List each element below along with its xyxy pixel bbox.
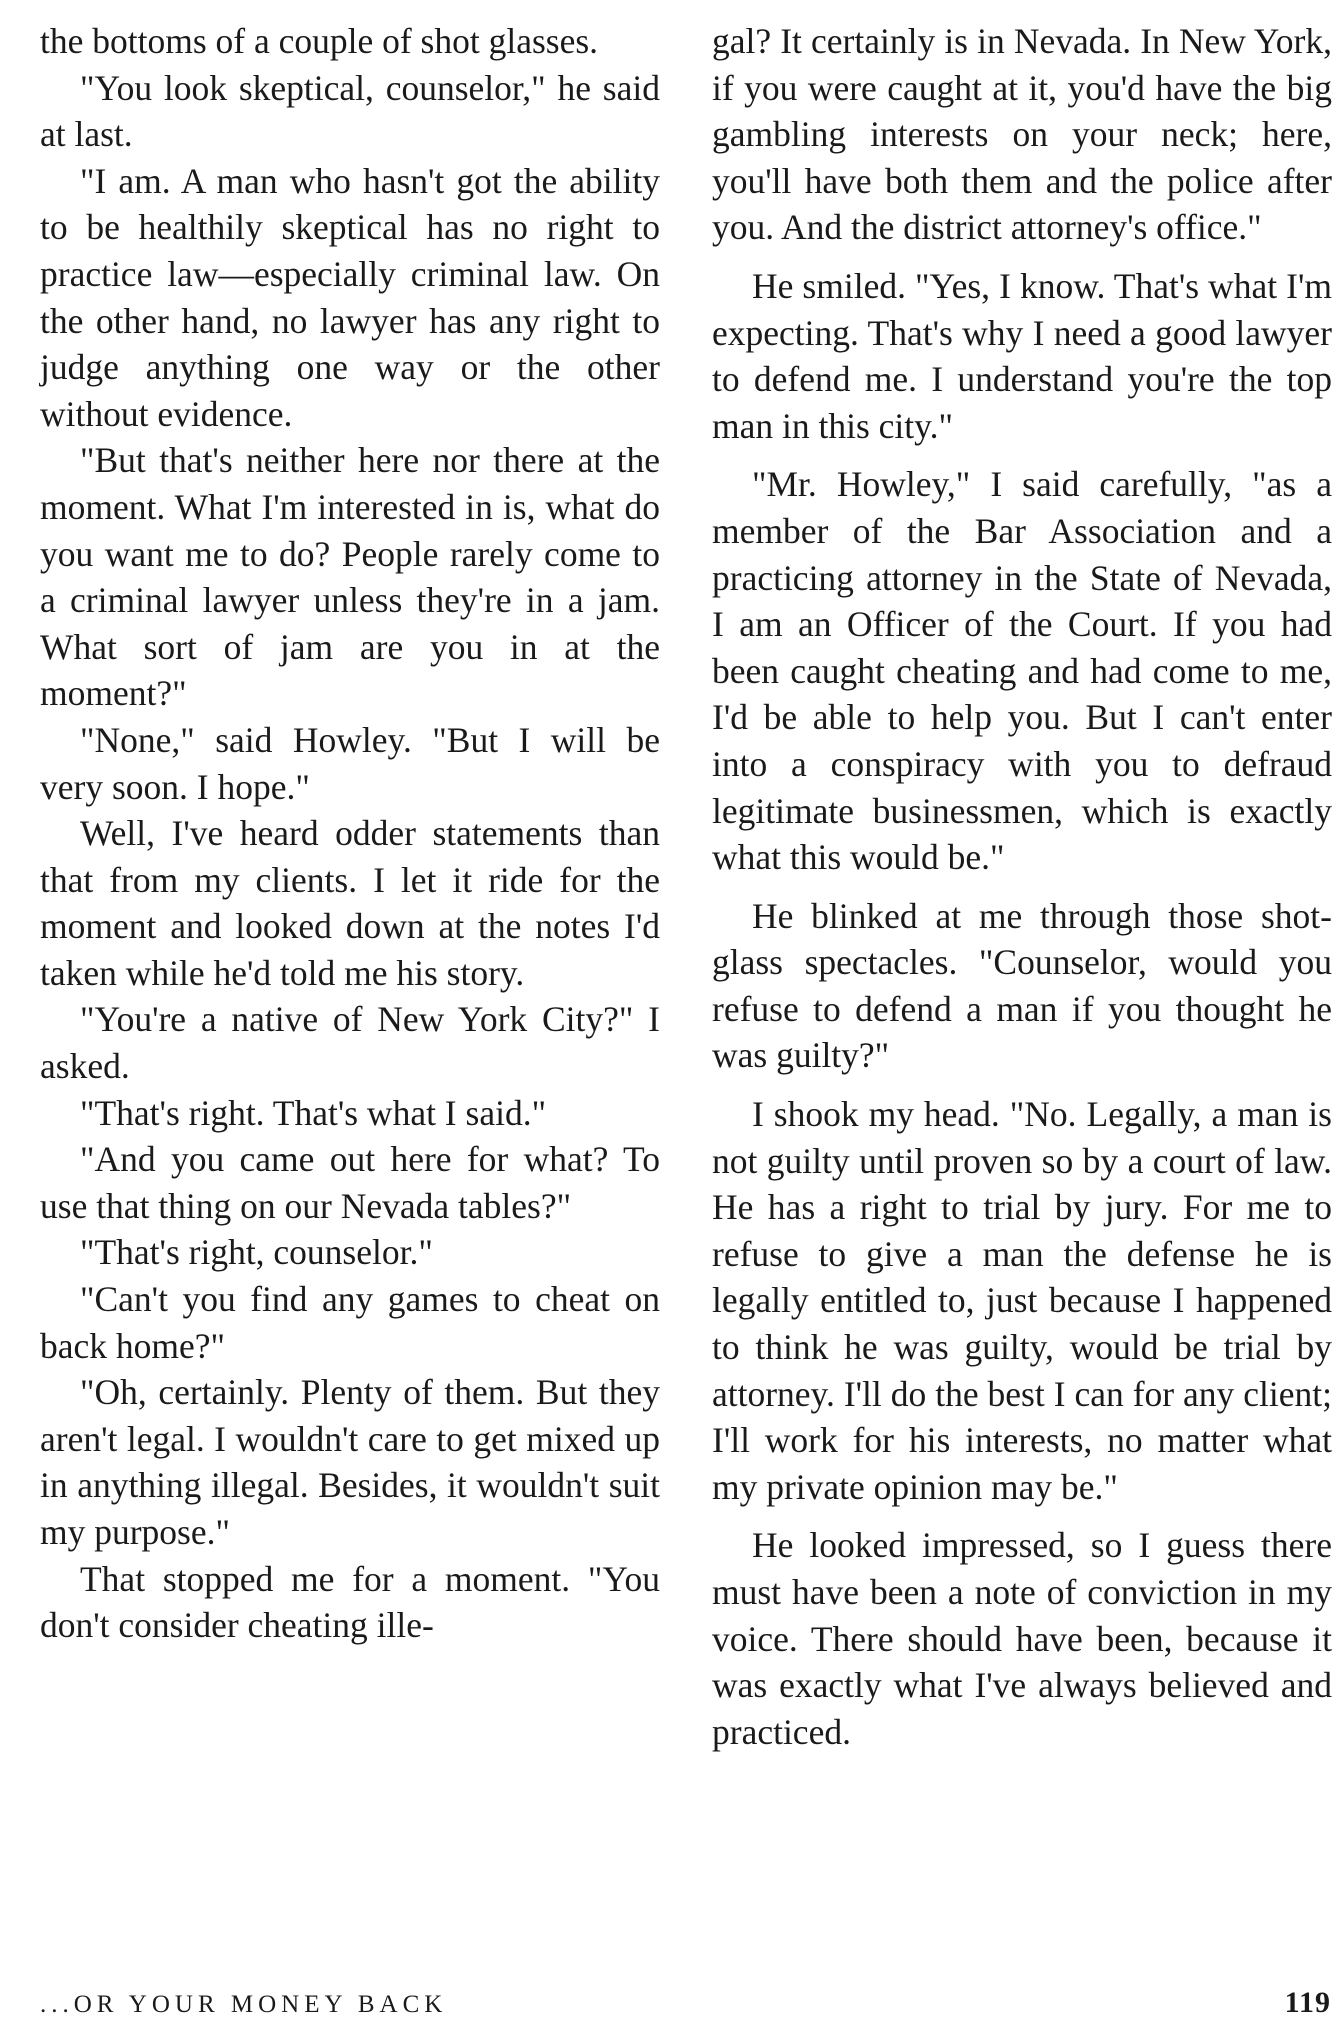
paragraph: He blinked at me through those shot-glass spectacles. "Counselor, would you refuse to defend a man if you thought he was guilty?" <box>712 895 1332 1076</box>
left-text-column <box>40 18 660 1649</box>
paragraph: "That's right. That's what I said." <box>80 1092 547 1133</box>
paragraph: the bottoms of a couple of shot glasses. <box>40 21 599 61</box>
paragraph: "And you came out here for what? To use that thing on our Nevada tables?" <box>40 1139 660 1226</box>
paragraph: He smiled. "Yes, I know. That's what I'm expecting. That's why I need a good lawyer to defend me. I understand you're the top man in this city." <box>712 265 1332 446</box>
paragraph: "You look skeptical, counselor," he said at last. <box>40 67 660 155</box>
page-footer <box>40 1986 1331 2022</box>
paragraph: "None," said Howley. "But I will be very soon. I hope." <box>40 719 660 807</box>
right-text-column <box>712 18 1332 1755</box>
paragraph: I shook my head. "No. Legally, a man is not guilty until proven so by a court of law. He has a right to trial by jury. For me to refuse to give a man the defense he is legally entitled to, just because I happened to think he was guilty, would be trial by attorney. I'll do the best I can for any client; I'll work for his interests, no matter what my private opinion may be." <box>712 1094 1332 1507</box>
paragraph: "Mr. Howley," I said carefully, "as a member of the Bar Association and a practicing attorney in the State of Nevada, I am an Officer of the Court. If you had been caught cheating and had come to me, I'd be able to help you. But I can't enter into a conspiracy with you to defraud legitimate businessmen, which is exactly what this would be." <box>712 464 1332 878</box>
paragraph: "You're a native of New York City?" I asked. <box>40 999 660 1087</box>
paragraph: That stopped me for a moment. "You don't consider cheating ille- <box>40 1558 660 1646</box>
paragraph: He looked impressed, so I guess there must have been a note of conviction in my voice. There should have been, because it was exactly what I've always believed and practiced. <box>712 1525 1332 1752</box>
paragraph: "Oh, certainly. Plenty of them. But they aren't legal. I wouldn't care to get mixed up in anything illegal. Besides, it wouldn't suit my purpose." <box>40 1372 660 1552</box>
paragraph: "But that's neither here nor there at the moment. What I'm interested in is, what do you want me to do? People rarely come to a criminal lawyer unless they're in a jam. What sort of jam are you in at the moment?" <box>40 440 660 714</box>
running-title: ...OR YOUR MONEY BACK <box>40 1991 448 2018</box>
page-number: 119 <box>1284 1986 1331 2019</box>
paragraph: "I am. A man who hasn't got the ability to be healthily skeptical has no right to practice law—especially criminal law. On the other hand, no lawyer has any right to judge anything one way or the other without evidence. <box>40 160 660 434</box>
paragraph: Well, I've heard odder statements than that from my clients. I let it ride for the moment and looked down at the notes I'd taken while he'd told me his story. <box>40 813 660 993</box>
paragraph: "Can't you find any games to cheat on back home?" <box>40 1279 660 1366</box>
paragraph: "That's right, counselor." <box>80 1232 433 1273</box>
paragraph: gal? It certainly is in Nevada. In New York, if you were caught at it, you'd have the big gambling interests on your neck; here, you'll have both them and the police after you. And the district attorney's office." <box>712 21 1332 248</box>
